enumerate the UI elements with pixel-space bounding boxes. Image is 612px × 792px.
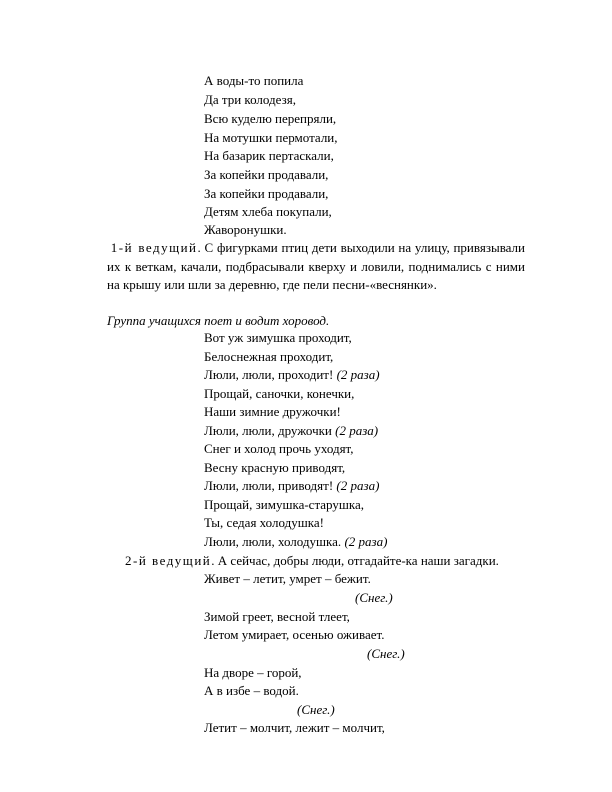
poem-line: На мотушки пермотали, <box>204 130 338 145</box>
poem-line: Наши зимние дружочки! <box>204 404 341 419</box>
riddle-line: Живет – летит, умрет – бежит. <box>204 571 371 586</box>
poem-line: Люли, люли, холодушка. (2 раза) <box>204 534 388 549</box>
repeat-note: (2 раза) <box>335 423 379 438</box>
poem-line: Вот уж зимушка проходит, <box>204 330 352 345</box>
repeat-note: (2 раза) <box>336 367 380 382</box>
poem-line: Жаворонушки. <box>204 222 287 237</box>
poem-line: Люли, люли, дружочки (2 раза) <box>204 423 379 438</box>
poem-line: Детям хлеба покупали, <box>204 204 332 219</box>
poem-line: Люли, люли, приводят! (2 раза) <box>204 478 380 493</box>
speaker-2-paragraph <box>125 553 499 569</box>
poem-line: Всю куделю перепряли, <box>204 111 337 126</box>
repeat-note: (2 раза) <box>344 534 388 549</box>
poem-line: Ты, седая холодушка! <box>204 515 324 530</box>
poem-line: А воды-то попила <box>204 73 304 88</box>
riddle-line: На дворе – горой, <box>204 665 302 680</box>
poem-line: Белоснежная проходит, <box>204 349 334 364</box>
riddle-answer: (Снег.) <box>297 702 335 717</box>
speaker-1-text: . С фигурками птиц дети выходили на улицу, привязывали их к веткам, качали, подбрасывали кверху и ловили, поднимались с ними на крышу или шли за деревню, где пели песни-«веснянки». <box>107 240 525 292</box>
speaker-2-label: 2-й ведущий <box>125 553 212 568</box>
riddle-answer: (Снег.) <box>367 646 405 661</box>
poem-line: На базарик пертаскали, <box>204 148 334 163</box>
speaker-2-text: . А сейчас, добры люди, отгадайте-ка наши загадки. <box>211 553 499 568</box>
speaker-1-paragraph <box>107 239 525 295</box>
stage-direction: Группа учащихся поет и водит хоровод. <box>107 313 330 328</box>
poem-line: Люли, люли, проходит! (2 раза) <box>204 367 380 382</box>
poem-line: За копейки продавали, <box>204 186 329 201</box>
poem-line: Да три колодезя, <box>204 92 296 107</box>
poem-line: Прощай, зимушка-старушка, <box>204 497 365 512</box>
riddle-line: Зимой греет, весной тлеет, <box>204 609 350 624</box>
speaker-1-label: 1-й ведущий <box>110 240 198 255</box>
riddle-line: А в избе – водой. <box>204 683 299 698</box>
riddle-line: Летит – молчит, лежит – молчит, <box>204 720 385 735</box>
poem-line: Снег и холод прочь уходят, <box>204 441 354 456</box>
riddle-answer: (Снег.) <box>355 590 393 605</box>
repeat-note: (2 раза) <box>336 478 380 493</box>
poem-line: За копейки продавали, <box>204 167 329 182</box>
riddle-line: Летом умирает, осенью оживает. <box>204 627 385 642</box>
poem-line: Прощай, саночки, конечки, <box>204 386 355 401</box>
poem-line: Весну красную приводят, <box>204 460 346 475</box>
